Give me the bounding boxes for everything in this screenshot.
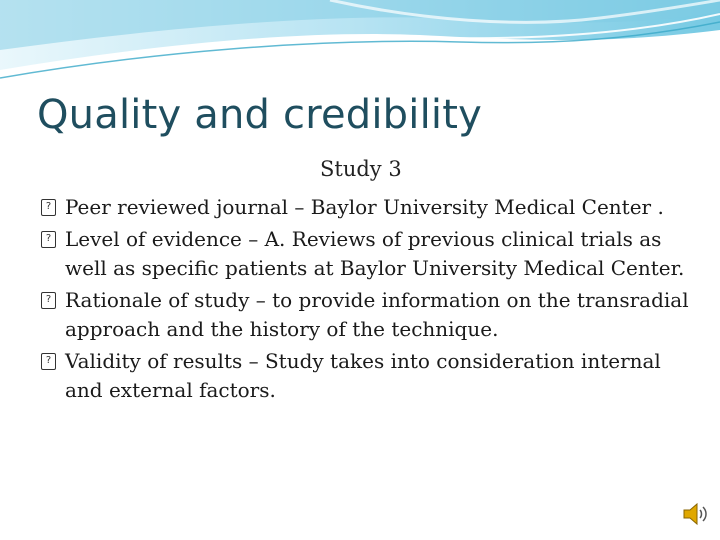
bullet-item xyxy=(40,225,690,283)
bullet-marker-icon: ? xyxy=(41,353,56,370)
header-wave-decoration xyxy=(0,0,720,90)
bullet-item xyxy=(40,193,690,222)
speaker-icon[interactable] xyxy=(681,500,709,528)
bullet-marker-icon: ? xyxy=(41,199,56,216)
slide-title: Quality and credibility xyxy=(37,92,482,138)
bullet-text: Rationale of study – to provide information on the transradial approach and the history of the technique. xyxy=(65,288,689,341)
bullet-item xyxy=(40,347,690,405)
bullet-list xyxy=(40,193,690,408)
bullet-text: Validity of results – Study takes into consideration internal and external factors. xyxy=(65,349,661,402)
bullet-item xyxy=(40,286,690,344)
slide-subtitle: Study 3 xyxy=(320,157,402,181)
bullet-marker-icon: ? xyxy=(41,292,56,309)
bullet-text: Level of evidence – A. Reviews of previous clinical trials as well as specific patients at Baylor University Medical Center. xyxy=(65,227,685,280)
bullet-marker-icon: ? xyxy=(41,231,56,248)
bullet-text: Peer reviewed journal – Baylor University Medical Center . xyxy=(65,195,664,219)
